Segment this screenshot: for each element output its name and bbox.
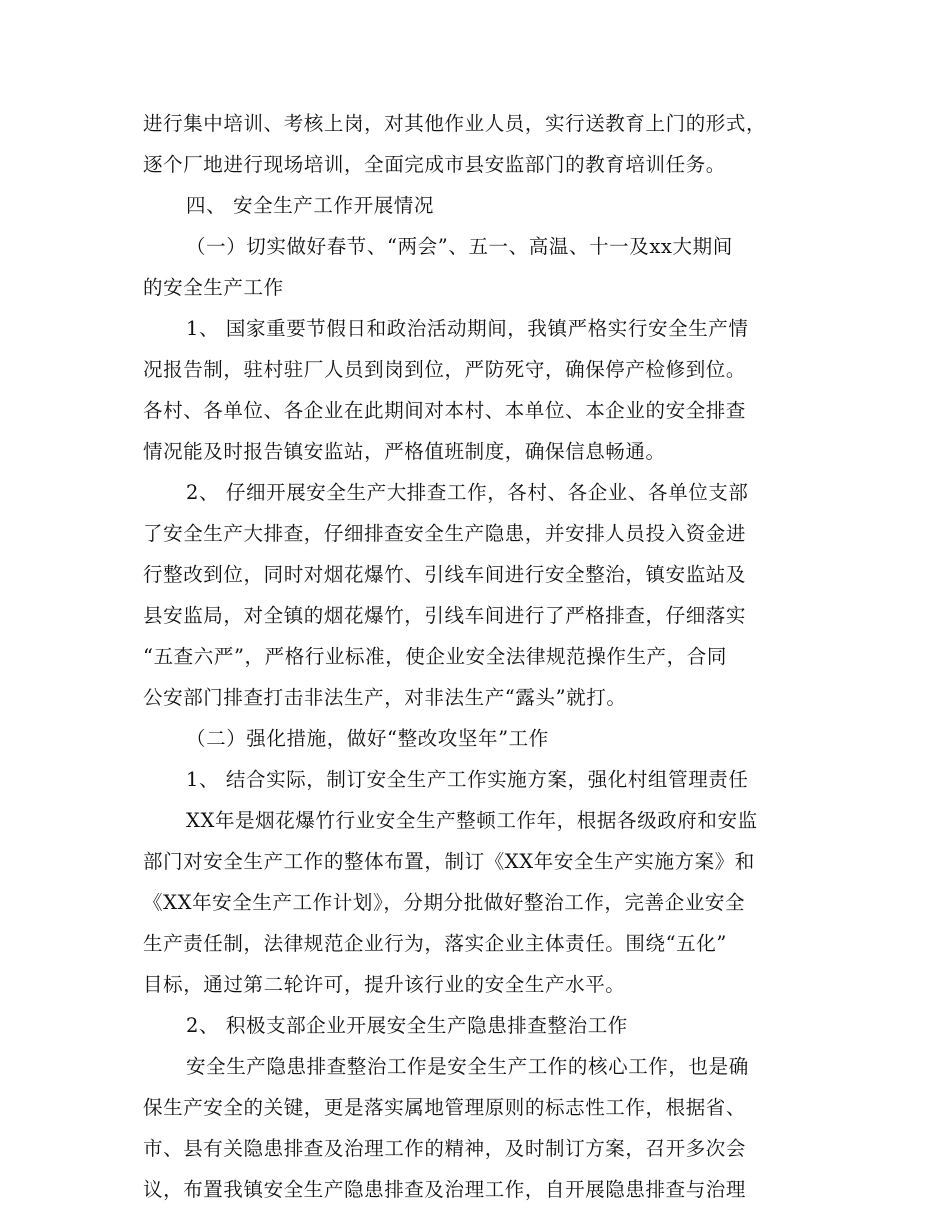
document-body: [143, 103, 808, 1210]
text-line: 保生产安全的关键，更是落实属地管理原则的标志性工作，根据省、: [143, 1096, 747, 1119]
text-line: 市、县有关隐患排查及治理工作的精神，及时制订方案，召开多次会: [143, 1137, 747, 1160]
text-line: 1、 国家重要节假日和政治活动期间，我镇严格实行安全生产情: [186, 317, 749, 340]
text-line: 2、 仔细开展安全生产大排查工作，各村、各企业、各单位支部: [186, 481, 749, 504]
text-line: 行整改到位，同时对烟花爆竹、引线车间进行安全整治，镇安监站及: [143, 563, 747, 586]
text-line: 进行集中培训、考核上岗，对其他作业人员，实行送教育上门的形式，: [143, 112, 767, 135]
text-line: 公安部门排查打击非法生产，对非法生产“露头”就打。: [143, 686, 627, 709]
text-line: 《XX年安全生产工作计划》，分期分批做好整治工作，完善企业安全: [143, 891, 746, 914]
text-line: 议，布置我镇安全生产隐患排查及治理工作，自开展隐患排查与治理: [143, 1178, 747, 1201]
text-line: XX年是烟花爆竹行业安全生产整顿工作年，根据各级政府和安监: [186, 809, 758, 832]
text-line: 了安全生产大排查，仔细排查安全生产隐患，并安排人员投入资金进: [143, 522, 747, 545]
text-line: 县安监局，对全镇的烟花爆竹，引线车间进行了严格排查，仔细落实: [143, 604, 747, 627]
text-line: 四、 安全生产工作开展情况: [186, 194, 434, 217]
text-line: 安全生产隐患排查整治工作是安全生产工作的核心工作，也是确: [186, 1055, 749, 1078]
text-line: 2、 积极支部企业开展安全生产隐患排查整治工作: [186, 1014, 628, 1037]
text-line: （一）切实做好春节、“两会”、五一、高温、十一及xx大期间: [186, 235, 733, 258]
text-line: 的安全生产工作: [143, 276, 284, 299]
text-line: “五查六严”，严格行业标准，使企业安全法律规范操作生产，合同: [143, 645, 727, 668]
text-line: 生产责任制，法律规范企业行为，落实企业主体责任。围绕“五化”: [143, 932, 727, 955]
text-line: 况报告制，驻村驻厂人员到岗到位，严防死守，确保停产检修到位。: [143, 358, 747, 381]
text-line: 情况能及时报告镇安监站，严格值班制度，确保信息畅通。: [143, 440, 666, 463]
text-line: 各村、各单位、各企业在此期间对本村、本单位、本企业的安全排查: [143, 399, 747, 422]
text-line: 逐个厂地进行现场培训，全面完成市县安监部门的教育培训任务。: [143, 153, 726, 176]
text-line: 目标，通过第二轮许可，提升该行业的安全生产水平。: [143, 973, 626, 996]
text-line: 1、 结合实际，制订安全生产工作实施方案，强化村组管理责任: [186, 768, 749, 791]
text-line: （二）强化措施，做好“整改攻坚年”工作: [186, 727, 549, 750]
text-line: 部门对安全生产工作的整体布置，制订《XX年安全生产实施方案》和: [143, 850, 755, 873]
